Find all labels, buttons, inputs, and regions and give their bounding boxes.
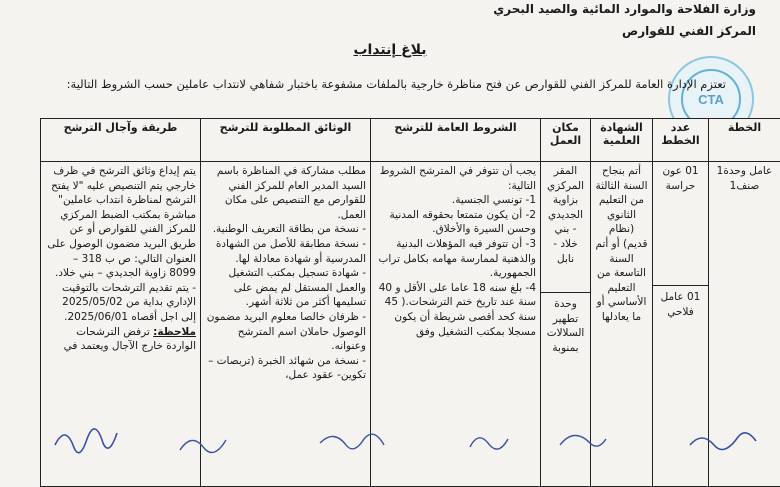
- header-plan: الخطة: [709, 119, 780, 162]
- center-header: المركز الفني للقوارص: [622, 24, 756, 38]
- ministry-header: وزارة الفلاحة والموارد المائية والصيد البحري: [493, 2, 756, 16]
- count-guard: 01 عون حراسة: [657, 164, 704, 193]
- method-deadline: - يتم تقديم الترشحات بالتوقيت الإداري بداية من 2025/05/02 إلى اجل أقصاه 2025/06/01.: [45, 281, 196, 325]
- header-count: عدد الخطط: [653, 119, 709, 162]
- note-label: ملاحظة:: [153, 326, 196, 338]
- header-method: طريقة وآجال الترشح: [41, 119, 201, 162]
- table-header-row: [41, 119, 780, 162]
- count-cell: [653, 162, 709, 487]
- condition-1: 1- تونسي الجنسية.: [375, 193, 536, 208]
- table-row: [41, 162, 780, 487]
- plan-cell: عامل وحدة1 صنف1: [709, 162, 780, 487]
- workplace-manouba: وحدة تطهير السلالات بمنوبة: [541, 292, 590, 355]
- document-4: - شهادة تسجيل بمكتب التشغيل والعمل المستقل لم يمض على تسليمها أكثر من ثلاثة أشهر.: [205, 266, 366, 310]
- condition-intro: يجب أن تتوفر في المترشح الشروط التالية:: [375, 164, 536, 193]
- document-2: - نسخة من بطاقة التعريف الوطنية.: [205, 222, 366, 237]
- note-text: ترفض الترشحات الواردة خارج الآجال ويعتمد في: [64, 326, 196, 353]
- recruitment-table: [40, 118, 780, 487]
- document-1: مطلب مشاركة في المناظرة باسم السيد المدير العام للمركز الفني للقوارص مع التنصيص على مكان العمل.: [205, 164, 366, 222]
- document-5: - ظرفان خالصا معلوم البريد مضمون الوصول حاملان اسم المترشح وعنوانه.: [205, 310, 366, 354]
- condition-3: 3- أن تتوفر فيه المؤهلات البدنية والذهنية لممارسة مهامه بكامل تراب الجمهورية.: [375, 237, 536, 281]
- logo-text: CTA: [681, 69, 741, 129]
- header-certificate: الشهادة العلمية: [591, 119, 653, 162]
- conditions-cell: [371, 162, 541, 487]
- condition-4: 4- بلغ سنه 18 عاما على الأقل و 40 سنة عند تاريخ ختم الترشحات.( 45 سنة كحد أقصى شريطة أن يكون مسجلا بمكتب التشغيل وفق: [375, 281, 536, 339]
- count-worker: 01 عامل فلاحي: [653, 285, 708, 319]
- workplace-cell: [541, 162, 591, 487]
- documents-cell: [201, 162, 371, 487]
- page-title: بلاغ إنتداب: [0, 42, 780, 58]
- method-deposit: يتم إيداع وثائق الترشح في ظرف خارجي يتم التنصيص عليه "لا يفتح الترشح لمناظرة انتداب عاملين" مباشرة بمكتب الضبط المركزي للمركز الفني للقوارص أو عن طريق البريد مضمون الوصول على العنوان التالي: ص ب 318 – 8099 زاوية الجديدي – بني خلاد.: [45, 164, 196, 281]
- condition-2: 2- أن يكون متمتعا بحقوقه المدنية وحسن السيرة والأخلاق.: [375, 208, 536, 237]
- header-conditions: الشروط العامة للترشح: [371, 119, 541, 162]
- document-3: - نسخة مطابقة للأصل من الشهادة المدرسية أو شهادة معادلة لها.: [205, 237, 366, 266]
- intro-paragraph: تعتزم الإدارة العامة للمركز الفني للقوارص عن فتح مناظرة خارجية بالملفات مشفوعة باختبار شفاهي لانتداب عاملين حسب الشروط التالية:: [36, 76, 726, 93]
- method-note: [45, 325, 196, 354]
- certificate-cell: أتم بنجاح السنة الثالثة من التعليم الثانوي (نظام قديم) أو أتم السنة التاسعة من التعليم الأساسي أو ما يعادلها: [591, 162, 653, 487]
- workplace-hq: المقر المركزي بزاوية الجديدي - بني خلاد - نابل: [545, 164, 586, 266]
- method-cell: [41, 162, 201, 487]
- header-workplace: مكان العمل: [541, 119, 591, 162]
- document-6: - نسخة من شهائد الخبرة (تربصات – تكوين- عقود عمل،: [205, 354, 366, 383]
- header-documents: الوثائق المطلوبة للترشح: [201, 119, 371, 162]
